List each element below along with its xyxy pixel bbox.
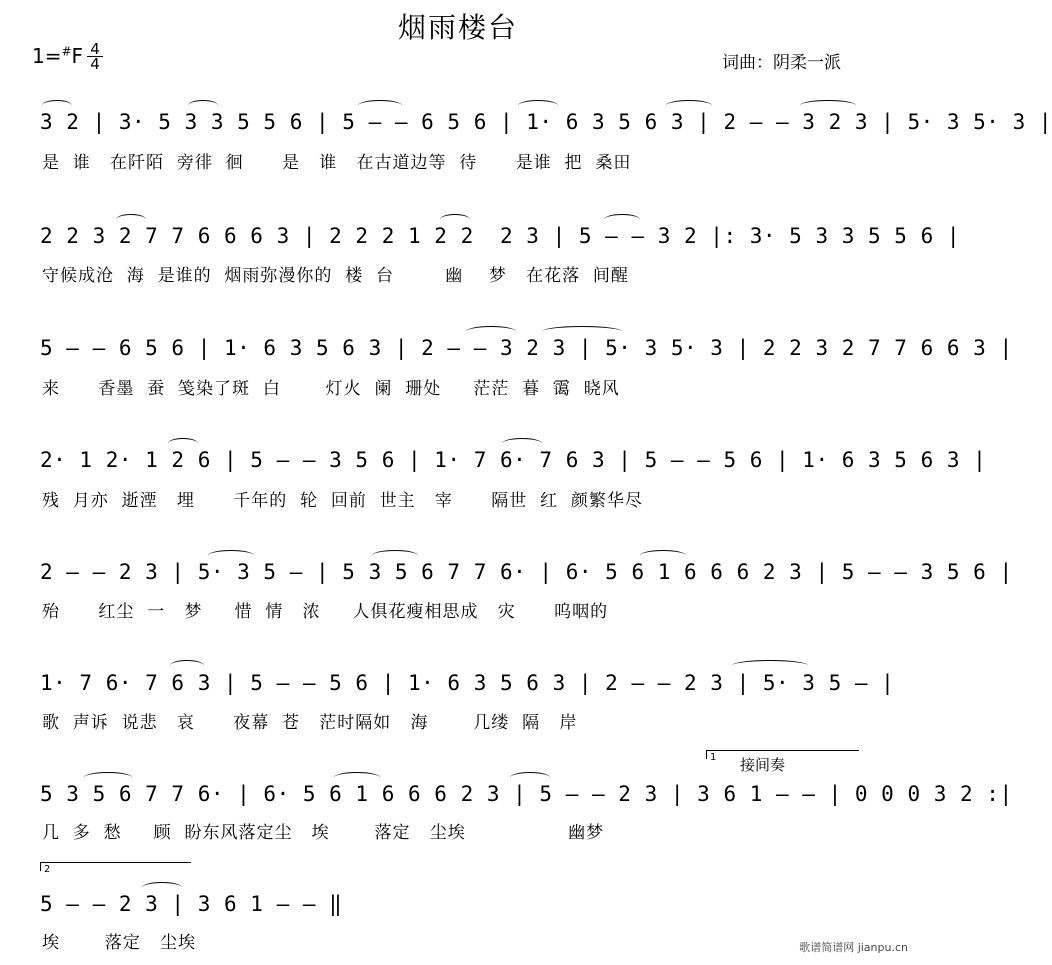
lyric-line-2: 守候成沧 海 是谁的 烟雨弥漫你的 楼 台 幽 梦 在花落 间醒 xyxy=(42,266,629,286)
slur-arc xyxy=(732,660,808,671)
slur-arc xyxy=(542,326,622,337)
notation-line-4: 2· 1 2· 1 2 6 | 5 — — 3 5 6 | 1· 7 6· 7 6 3 | 5 — — 5 6 | 1· 6 3 5 6 3 | xyxy=(40,448,987,472)
notation-line-7: 5 3 5 6 7 7 6· | 6· 5 6 1 6 6 6 2 3 | 5 — — 2 3 | 3 6 1 — — | 0 0 0 3 2 :| xyxy=(40,782,1013,806)
slur-arc xyxy=(518,100,558,111)
slur-arc xyxy=(142,882,182,893)
lyric-line-3: 来 香墨 蚕 笺染了斑 白 灯火 阑 珊处 茫茫 暮 霭 晓风 xyxy=(42,379,620,399)
slur-arc xyxy=(800,100,856,111)
slur-arc xyxy=(188,100,218,111)
lyric-line-7: 几 多 愁 顾 盼东风落定尘 埃 落定 尘埃 幽梦 xyxy=(42,823,605,843)
slur-arc xyxy=(440,214,470,225)
key-signature xyxy=(32,40,100,73)
time-top: 4 xyxy=(90,40,100,58)
slur-arc xyxy=(666,100,712,111)
lyric-line-6: 歌 声诉 说悲 哀 夜幕 苍 茫时隔如 海 几缕 隔 岸 xyxy=(42,713,578,733)
interlude-label: 接间奏 xyxy=(740,756,786,774)
slur-arc xyxy=(170,660,204,671)
volta-2-bracket xyxy=(40,862,191,871)
slur-arc xyxy=(604,214,640,225)
volta-1-label: 1 xyxy=(710,752,717,763)
notation-line-2: 2 2 3 2 7 7 6 6 6 3 | 2 2 2 1 2 2 2 3 | 5 — — 3 2 |: 3· 5 3 3 5 5 6 | xyxy=(40,224,961,248)
notation-line-6: 1· 7 6· 7 6 3 | 5 — — 5 6 | 1· 6 3 5 6 3 | 2 — — 2 3 | 5· 3 5 — | xyxy=(40,671,895,695)
slur-arc xyxy=(334,772,380,783)
lyric-line-5: 殆 红尘 一 梦 惜 情 浓 人俱花瘦相思成 灾 呜咽的 xyxy=(42,602,609,622)
notation-line-8: 5 — — 2 3 | 3 6 1 — — ‖ xyxy=(40,892,343,916)
lyric-line-8: 埃 落定 尘埃 xyxy=(42,933,197,953)
slur-arc xyxy=(208,550,254,561)
time-signature xyxy=(87,42,103,71)
sharp-sign: # xyxy=(61,44,72,59)
volta-2-label: 2 xyxy=(44,864,51,875)
slur-arc xyxy=(116,214,146,225)
key-note: F xyxy=(71,44,84,68)
song-title: 烟雨楼台 xyxy=(397,11,518,44)
lyric-line-4: 残 月亦 逝湮 埋 千年的 轮 回前 世主 宰 隔世 红 颜繁华尽 xyxy=(42,491,643,511)
notation-line-1: 3 2 | 3· 5 3 3 5 5 6 | 5 — — 6 5 6 | 1· 6 3 5 6 3 | 2 — — 3 2 3 | 5· 3 5· 3 | xyxy=(40,110,1052,134)
notation-line-5: 2 — — 2 3 | 5· 3 5 — | 5 3 5 6 7 7 6· | 6· 5 6 1 6 6 6 2 3 | 5 — — 3 5 6 | xyxy=(40,560,1013,584)
watermark: 歌谱简谱网 jianpu.cn xyxy=(799,941,908,954)
slur-arc xyxy=(510,772,550,783)
slur-arc xyxy=(358,100,402,111)
notation-line-3: 5 — — 6 5 6 | 1· 6 3 5 6 3 | 2 — — 3 2 3 | 5· 3 5· 3 | 2 2 3 2 7 7 6 6 3 | xyxy=(40,336,1013,360)
slur-arc xyxy=(372,550,418,561)
slur-arc xyxy=(466,326,516,337)
slur-arc xyxy=(168,438,198,449)
slur-arc xyxy=(42,100,72,111)
key-prefix: 1= xyxy=(32,44,62,68)
slur-arc xyxy=(640,550,686,561)
slur-arc xyxy=(84,772,132,783)
lyric-line-1: 是 谁 在阡陌 旁徘 徊 是 谁 在古道边等 待 是谁 把 桑田 xyxy=(42,153,632,173)
time-bottom: 4 xyxy=(87,56,103,71)
slur-arc xyxy=(502,438,542,449)
credits: 词曲：阴柔一派 xyxy=(722,53,841,73)
